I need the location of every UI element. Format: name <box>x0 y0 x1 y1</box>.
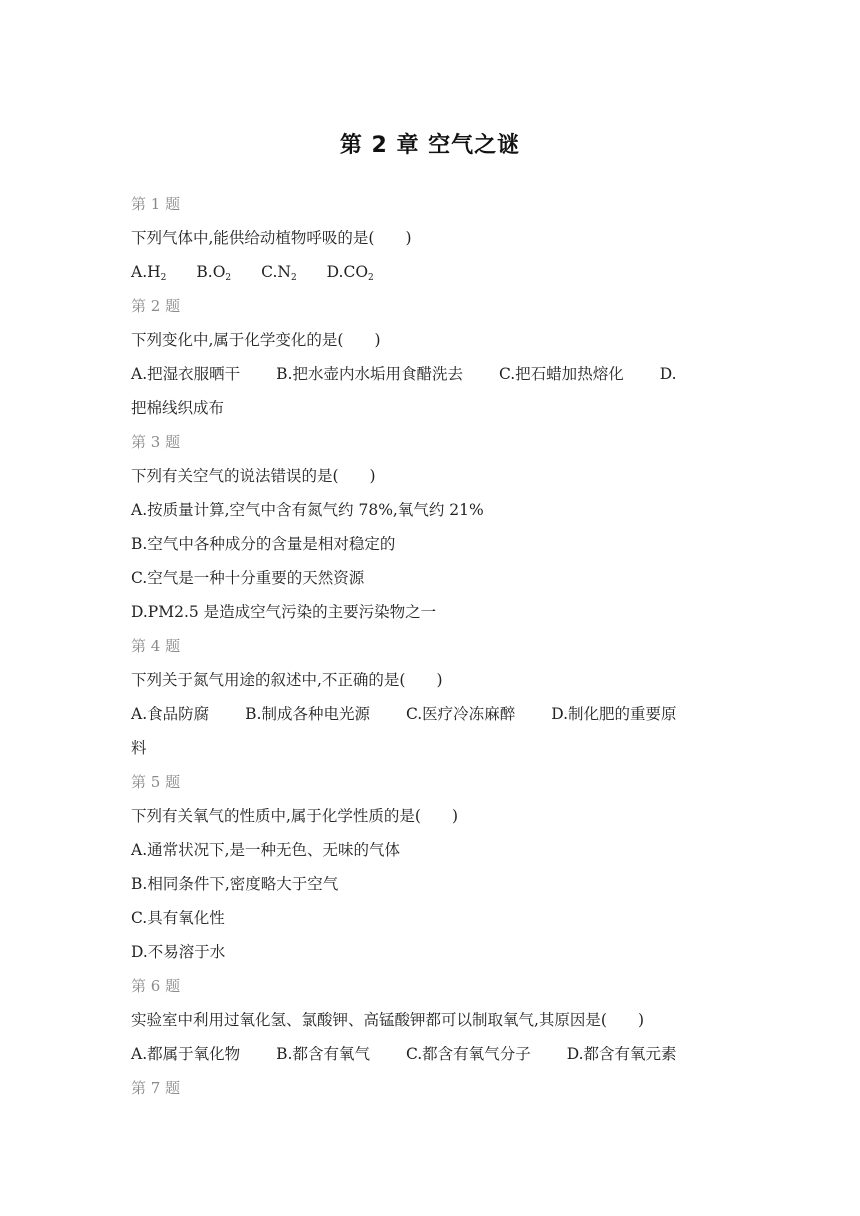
option-a: A.食品防腐 <box>131 705 210 723</box>
chapter-title: 第 2 章 空气之谜 <box>339 133 521 158</box>
option-c: C.都含有氧气分子 <box>405 1045 531 1063</box>
option-d: D.PM2.5 是造成空气污染的主要污染物之一 <box>131 603 437 621</box>
option-c: C.把石蜡加热熔化 <box>498 365 624 383</box>
option-c: C.空气是一种十分重要的天然资源 <box>131 569 365 587</box>
option-row <box>131 697 731 731</box>
question-stem: 下列有关空气的说法错误的是( ) <box>131 467 376 485</box>
question-label: 第 6 题 <box>131 977 181 995</box>
question-stem: 下列关于氮气用途的叙述中,不正确的是( ) <box>131 671 443 689</box>
question-list <box>131 187 731 1105</box>
option-c: C.具有氧化性 <box>131 909 225 927</box>
option-d: D.都含有氧元素 <box>566 1045 677 1063</box>
option-c: C.医疗冷冻麻醉 <box>405 705 516 723</box>
question-label: 第 1 题 <box>131 195 181 213</box>
option-d-continued: 料 <box>131 739 147 757</box>
option-a: A.通常状况下,是一种无色、无味的气体 <box>131 841 401 859</box>
option-b: $B.O_2$ <box>196 263 232 283</box>
question-label: 第 5 题 <box>131 773 181 791</box>
option-b: B.都含有氧气 <box>276 1045 370 1063</box>
question-label: 第 2 题 <box>131 297 181 315</box>
question-stem: 实验室中利用过氧化氢、氯酸钾、高锰酸钾都可以制取氧气,其原因是( ) <box>131 1011 645 1029</box>
question-stem: 下列有关氧气的性质中,属于化学性质的是( ) <box>131 807 459 825</box>
option-d: D.制化肥的重要原 <box>551 705 677 723</box>
question-stem: 下列气体中,能供给动植物呼吸的是( ) <box>131 229 412 247</box>
option-b: B.空气中各种成分的含量是相对稳定的 <box>131 535 396 553</box>
option-a: A.按质量计算,空气中含有氮气约 78%,氧气约 21% <box>131 501 484 519</box>
question-label: 第 4 题 <box>131 637 181 655</box>
option-row <box>131 1037 731 1071</box>
question-label: 第 3 题 <box>131 433 181 451</box>
question-stem: 下列变化中,属于化学变化的是( ) <box>131 331 381 349</box>
option-b: B.相同条件下,密度略大于空气 <box>131 875 339 893</box>
option-d: $D.CO_2$ <box>326 263 374 283</box>
option-d: D.不易溶于水 <box>131 943 226 961</box>
option-row <box>131 255 731 289</box>
option-a: A.把湿衣服晒干 <box>131 365 241 383</box>
question-label: 第 7 题 <box>131 1079 181 1097</box>
option-a: A.都属于氧化物 <box>131 1045 241 1063</box>
option-c: $C.N_2$ <box>261 263 297 283</box>
option-b: B.制成各种电光源 <box>245 705 370 723</box>
option-a: $A.H_2$ <box>131 263 167 283</box>
option-row <box>131 357 731 391</box>
option-d: D. <box>659 365 677 383</box>
option-d-continued: 把棉线织成布 <box>131 399 225 417</box>
option-b: B.把水壶内水垢用食醋洗去 <box>276 365 463 383</box>
